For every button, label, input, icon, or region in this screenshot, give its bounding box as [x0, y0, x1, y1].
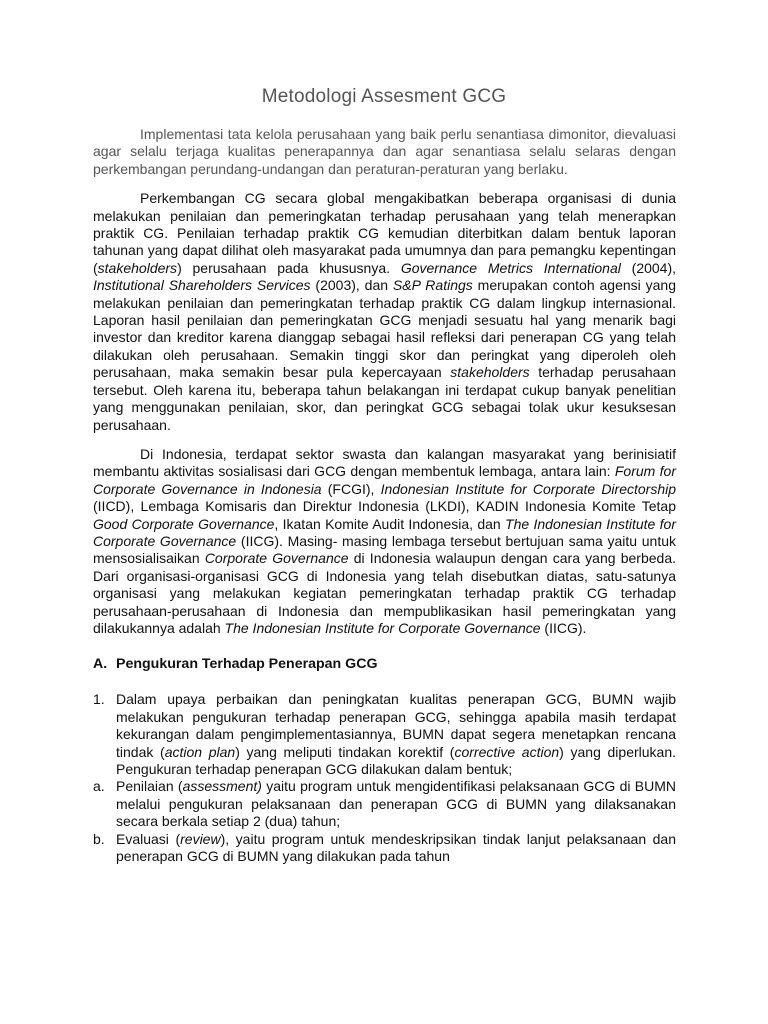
text-run: ), yaitu program untuk mendeskripsikan tindak lanjut pelaksanaan dan penerapan GCG di BUMN yang dilakukan pada tahun — [116, 830, 676, 865]
text-run: ) yang diperlukan. Pengukuran terhadap penerapan GCG dilakukan dalam bentuk; — [116, 743, 676, 777]
italic-run: Good Corporate Governance — [93, 515, 275, 532]
italic-run: Institutional Shareholders Services — [93, 277, 311, 294]
text-run: ) perusahaan pada khususnya. — [177, 259, 401, 276]
section-heading-a — [93, 655, 676, 673]
text-run: yaitu program untuk mengidentifikasi pelaksanaan GCG di BUMN melalui pengukuran pelaksanaan dan penerapan GCG di BUMN yang dilaksanakan secara berkala setiap 2 (dua) tahun; — [116, 778, 676, 830]
text-run: (IICD), Lembaga Komisaris dan Direktur Indonesia (LKDI), KADIN Indonesia Komite Tetap — [93, 498, 676, 515]
list-marker: b. — [93, 830, 105, 847]
text-run: (IICG). Masing- masing lembaga tersebut bertujuan sama yaitu untuk mensosialisaikan — [93, 532, 676, 567]
italic-run: Forum for Corporate Governance in Indonesia — [93, 463, 676, 497]
paragraph-indonesia — [93, 446, 676, 637]
list-marker: a. — [93, 778, 105, 795]
text-run: ) yang meliputi tindakan korektif ( — [235, 743, 455, 760]
list-marker: 1. — [93, 691, 105, 708]
italic-run: review — [180, 830, 221, 847]
italic-run: stakeholders — [97, 259, 178, 276]
text-run: (2003), dan — [310, 277, 393, 294]
text-run: Penilaian ( — [116, 778, 183, 795]
text-run: (FCGI), — [321, 480, 381, 497]
list-item-text — [116, 778, 676, 830]
document-body — [93, 126, 676, 865]
section-heading-text: Pengukuran Terhadap Penerapan GCG — [116, 656, 378, 673]
page-title: Metodologi Assesment GCG — [261, 86, 507, 107]
section-marker: A. — [93, 656, 108, 673]
list-item-text — [116, 831, 676, 866]
italic-run: Governance Metrics International — [400, 259, 621, 276]
italic-run: Corporate Governance — [204, 550, 349, 567]
list-item-a — [93, 778, 676, 830]
italic-run: The Indonesian Institute for Corporate Governance — [224, 619, 541, 636]
measurement-list — [93, 691, 676, 865]
italic-run: Indonesian Institute for Corporate Directorship — [380, 480, 677, 497]
text-run: (IICG). — [540, 619, 587, 636]
italic-run: S&P Ratings — [392, 277, 473, 294]
text-run: (2004), — [620, 259, 677, 276]
text-run: Evaluasi ( — [116, 830, 181, 847]
text-run: Di Indonesia, terdapat sektor swasta dan kalangan masyarakat yang berinisiatif membantu aktivitas sosialisasi dari GCG dengan membentuk lembaga, antara lain: — [93, 445, 676, 480]
italic-run: assessment) — [182, 778, 262, 795]
italic-run: corrective action — [454, 743, 560, 760]
italic-run: action plan — [164, 743, 236, 760]
list-item-text — [116, 691, 676, 778]
text-run: , Ikatan Komite Audit Indonesia, dan — [274, 515, 506, 532]
text-run: terhadap perusahaan tersebut. Oleh karena itu, beberapa tahun belakangan ini terdapat cukup banyak penelitian yang menggunakan penilaian, skor, dan peringkat GCG sebagai tolak ukur kesuksesan perusahaan. — [93, 364, 677, 433]
paragraph-global-cg — [93, 190, 676, 434]
list-item-1 — [93, 691, 676, 778]
text-run: Dalam upaya perbaikan dan peningkatan kualitas penerapan GCG, BUMN wajib melakukan pengukuran terhadap penerapan GCG, sehingga apabila masih terdapat kekurangan dalam pengimplementasiannya, BUMN dapat segera menetapkan rencana tindak ( — [116, 691, 676, 760]
italic-run: stakeholders — [450, 364, 530, 381]
italic-run: The Indonesian Institute for Corporate Governance — [93, 515, 676, 549]
list-item-b — [93, 831, 676, 866]
text-run: Perkembangan CG secara global mengakibatkan beberapa organisasi di dunia melakukan penilaian dan pemeringkatan terhadap perusahaan yang telah menerapkan praktik CG. Penilaian terhadap praktik CG kemudian diterbitkan dalam bentuk laporan tahunan yang dapat dilihat oleh masyarakat pada umumnya dan para pemangku kepentingan ( — [93, 190, 676, 276]
text-run: di Indonesia walaupun dengan cara yang berbeda. Dari organisasi-organisasi GCG di Indonesia yang telah disebutkan diatas, satu-satunya organisasi yang melakukan kegiatan pemeringkatan terhadap praktik CG terhadap perusahaan-perusahaan di Indonesia dan mempublikasikan hasil pemeringkatan yang dilakukannya adalah — [93, 550, 677, 636]
text-run: merupakan contoh agensi yang melakukan penilaian dan pemeringkatan terhadap praktik CG dalam lingkup internasional. Laporan hasil penilaian dan pemeringkatan GCG menjadi sesuatu hal yang menarik bagi investor dan kreditor karena dianggap sebagai hasil refleksi dari penerapan CG yang telah dilakukan oleh perusahaan. Semakin tinggi skor dan peringkat yang diperoleh oleh perusahaan, maka semakin besar pula kepercayaan — [93, 277, 677, 381]
paragraph-intro: Implementasi tata kelola perusahaan yang baik perlu senantiasa dimonitor, dievaluasi agar selalu terjaga kualitas penerapannya dan agar senantiasa selalu selaras dengan perkembangan perundang-undangan dan peraturan-peraturan yang berlaku. — [93, 126, 676, 177]
